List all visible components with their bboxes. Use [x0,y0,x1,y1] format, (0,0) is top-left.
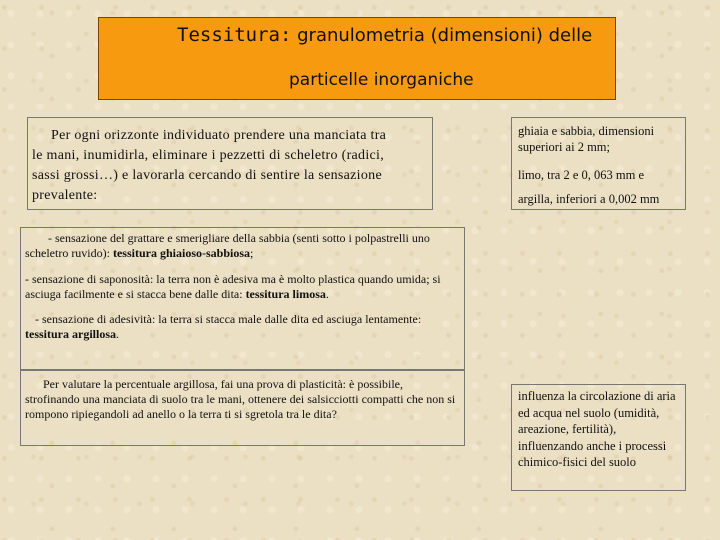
fraction-silt: limo, tra 2 e 0, 063 mm e [518,168,645,182]
sensation-silt [25,272,460,302]
plasticity-box [20,370,465,446]
title-line1-rest: granulometria (dimensioni) delle [291,25,593,46]
sensation-clay-result: tessitura argillosa [25,327,116,341]
influence-box [511,384,686,491]
sensations-box [20,227,465,370]
title-lead: Tessitura: [177,24,292,46]
sensation-clay-text: - sensazione di adesività: la terra si stacca male dalle dita ed asciuga lentamente: [35,312,422,326]
sensation-sand [25,231,460,261]
sensation-silt-end: . [325,287,329,301]
title-line-2: particelle inorganiche [289,70,474,90]
sensation-sand-text: - sensazione del grattare e smerigliare della sabbia (senti sotto i polpastrelli uno scheletro ruvido): [25,231,430,260]
intro-line-2: le mani, inumidirla, eliminare i pezzetti di scheletro (radici, [32,148,385,163]
sensation-sand-end: ; [250,246,254,260]
sensation-silt-result: tessitura limosa [245,287,326,301]
intro-line-1: Per ogni orizzonte individuato prendere una manciata tra [51,128,387,143]
intro-box [27,117,433,210]
sensation-sand-result: tessitura ghiaioso-sabbiosa [112,246,251,260]
fraction-clay: argilla, inferiori a 0,002 mm [518,192,660,206]
fractions-box [511,117,686,210]
sensation-silt-text: - sensazione di saponosità: la terra non è adesiva ma è molto plastica quando umida; si asciuga facilmente e si stacca bene dalle dita: [25,272,441,301]
influence-text: influenza la circolazione di aria ed acqua nel suolo (umidità, areazione, fertilità), influenzando anche i processi chimico-fisici del suolo [518,389,676,469]
title-box [98,17,616,100]
plasticity-text: Per valutare la percentuale argillosa, fai una prova di plasticità: è possibile, strofinando una manciata di suolo tra le mani, ottenere dei salsicciotti compatti che non si rompono ripiegandoli ad anello o la terra ti si sgretola tra le dita? [25,377,456,421]
sensation-clay [25,312,460,342]
intro-line-4: prevalente: [32,188,98,203]
fraction-gravel-sand: ghiaia e sabbia, dimensioni superiori ai 2 mm; [518,124,655,154]
title-line-1 [177,24,592,46]
intro-line-3: sassi grossi…) e lavorarla cercando di sentire la sensazione [32,168,382,183]
sensation-clay-end: . [116,327,119,341]
